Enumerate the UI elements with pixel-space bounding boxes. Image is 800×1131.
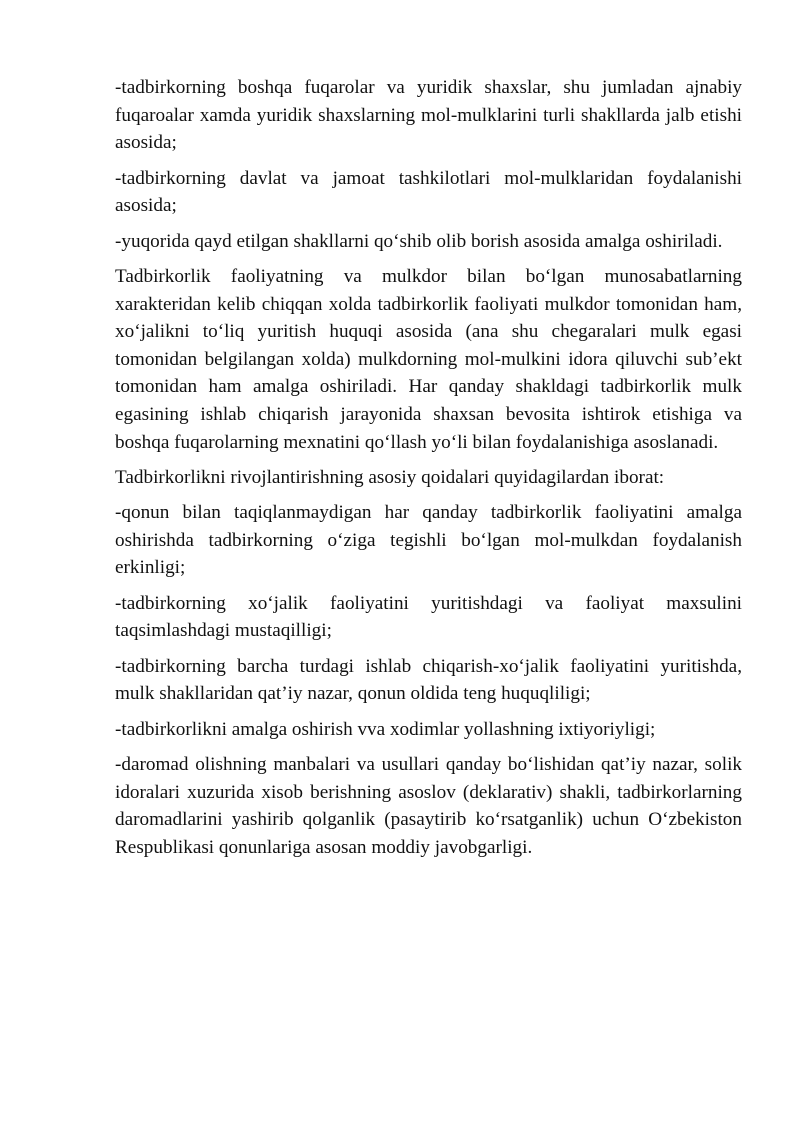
- paragraph-investment-attraction: -tadbirkorning boshqa fuqarolar va yuridik shaxslar, shu jumladan ajnabiy fuqaroalar xamda yuridik shaxslarning mol-mulklarini turli shakllarda jalb etishi asosida;: [115, 77, 742, 154]
- paragraph-freedom-of-use: -qonun bilan taqiqlanmaydigan har qanday tadbirkorlik faoliyatini amalga oshirishda tadbirkorning o‘ziga tegishli bo‘lgan mol-mulkdan foydalanish erkinligi;: [115, 502, 742, 579]
- document-page: [115, 74, 742, 869]
- paragraph-principles-intro: Tadbirkorlikni rivojlantirishning asosiy qoidalari quyidagilardan iborat:: [115, 466, 665, 488]
- paragraph-state-property-use: -tadbirkorning davlat va jamoat tashkilotlari mol-mulklaridan foydalanishi asosida;: [115, 167, 742, 217]
- paragraph-voluntary-hiring: -tadbirkorlikni amalga oshirish vva xodimlar yollashning ixtiyoriyligi;: [115, 718, 656, 740]
- paragraph-combined-forms: -yuqorida qayd etilgan shakllarni qo‘shib olib borish asosida amalga oshiriladi.: [115, 230, 723, 252]
- paragraph-liability: -daromad olishning manbalari va usullari qanday bo‘lishidan qat’iy nazar, solik idoralari xuzurida xisob berishning asoslov (deklarativ) shakli, tadbirkorlarning daromadlarini yashirib qolganlik (pasaytirib ko‘rsatganlik) uchun O‘zbekiston Respublikasi qonunlariga asosan moddiy javobgarligi.: [115, 754, 742, 859]
- paragraph-equal-rights: -tadbirkorning barcha turdagi ishlab chiqarish-xo‘jalik faoliyatini yuritishda, mulk shakllaridan qat’iy nazar, qonun oldida teng huquqliligi;: [115, 655, 742, 705]
- paragraph-ownership-relations: Tadbirkorlik faoliyatning va mulkdor bilan bo‘lgan munosabatlarning xarakteridan kelib chiqqan xolda tadbirkorlik faoliyati mulkdor tomonidan ham, xo‘jalikni to‘liq yuritish huquqi asosida (ana shu chegaralari mulk egasi tomonidan belgilangan xolda) mulkdorning mol-mulkini idora qiluvchi sub’ekt tomonidan ham amalga oshiriladi. Har qanday shakldagi tadbirkorlik mulk egasining ishlab chiqarish jarayonida shaxsan bevosita ishtirok etishiga va boshqa fuqarolarning mexnatini qo‘llash yo‘li bilan foydalanishiga asoslanadi.: [115, 265, 742, 453]
- paragraph-independence: -tadbirkorning xo‘jalik faoliyatini yuritishdagi va faoliyat maxsulini taqsimlashdagi mustaqilligi;: [115, 592, 742, 642]
